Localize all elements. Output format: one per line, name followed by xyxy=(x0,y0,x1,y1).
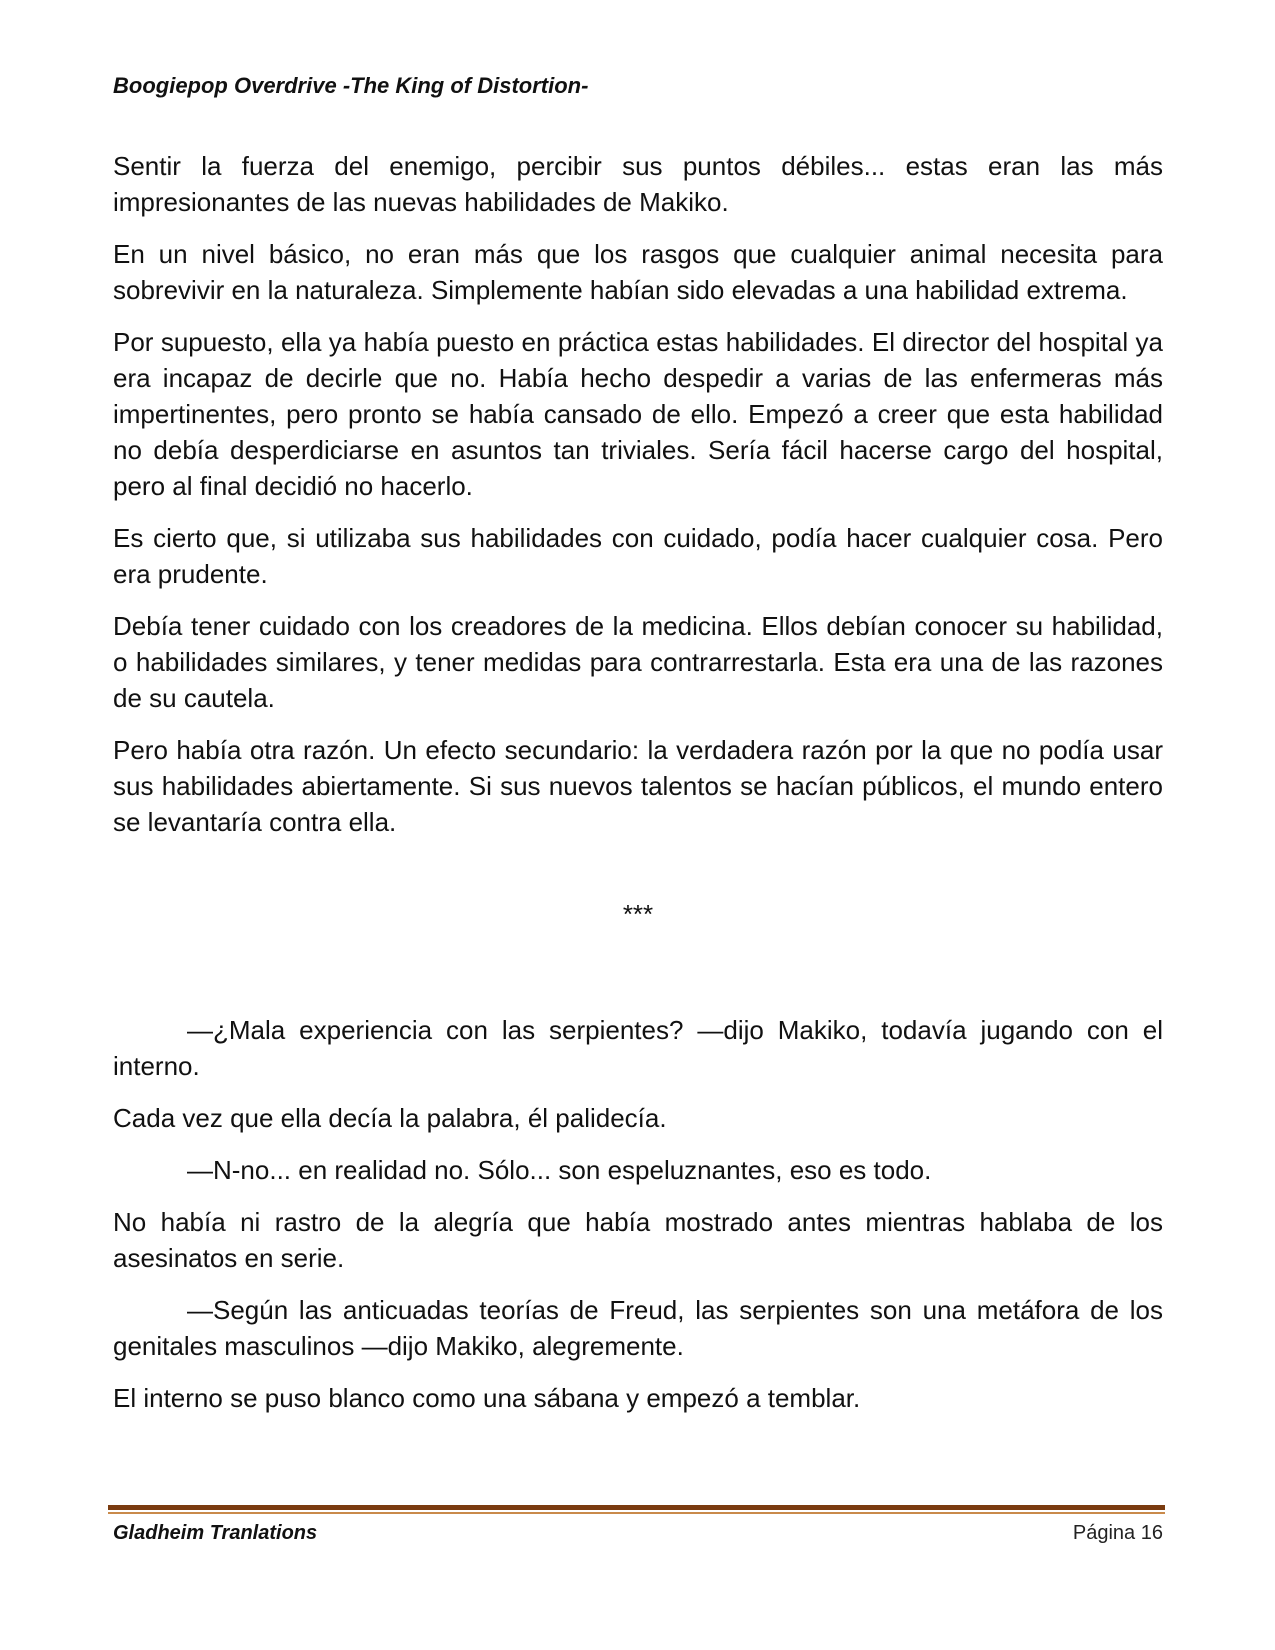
dialogue-paragraph: —N-no... en realidad no. Sólo... son espeluznantes, eso es todo. xyxy=(187,1155,932,1185)
dialogue-paragraph: —Según las anticuadas teorías de Freud, las serpientes son una metáfora de los genitales masculinos —dijo Makiko, alegremente. xyxy=(113,1295,1163,1361)
footer-credit: Gladheim Tranlations xyxy=(113,1522,318,1544)
page-number xyxy=(1073,1520,1163,1546)
section-separator: *** xyxy=(622,899,654,929)
running-header: Boogiepop Overdrive -The King of Distortion- xyxy=(113,73,589,98)
paragraph: El interno se puso blanco como una sábana y empezó a temblar. xyxy=(113,1383,861,1413)
page-label: Página xyxy=(1072,1522,1136,1544)
paragraph: Sentir la fuerza del enemigo, percibir sus puntos débiles... estas eran las más impresionantes de las nuevas habilidades de Makiko. xyxy=(113,151,1163,217)
paragraph: Debía tener cuidado con los creadores de la medicina. Ellos debían conocer su habilidad, o habilidades similares, y tener medidas para contrarrestarla. Esta era una de las razones de su cautela. xyxy=(113,611,1163,713)
page-number-value: 16 xyxy=(1140,1522,1163,1544)
paragraph: En un nivel básico, no eran más que los rasgos que cualquier animal necesita para sobrevivir en la naturaleza. Simplemente habían sido elevadas a una habilidad extrema. xyxy=(113,239,1163,305)
paragraph: Es cierto que, si utilizaba sus habilidades con cuidado, podía hacer cualquier cosa. Pero era prudente. xyxy=(113,523,1163,589)
footer-rule xyxy=(108,1505,1165,1514)
body-text xyxy=(113,148,1163,1432)
dialogue-paragraph: —¿Mala experiencia con las serpientes? —dijo Makiko, todavía jugando con el interno. xyxy=(113,1015,1163,1081)
paragraph: No había ni rastro de la alegría que había mostrado antes mientras hablaba de los asesinatos en serie. xyxy=(113,1207,1163,1273)
paragraph: Pero había otra razón. Un efecto secundario: la verdadera razón por la que no podía usar sus habilidades abiertamente. Si sus nuevos talentos se hacían públicos, el mundo entero se levantaría contra ella. xyxy=(113,735,1163,837)
paragraph: Cada vez que ella decía la palabra, él palidecía. xyxy=(113,1103,667,1133)
paragraph: Por supuesto, ella ya había puesto en práctica estas habilidades. El director del hospital ya era incapaz de decirle que no. Había hecho despedir a varias de las enfermeras más impertinentes, pero pronto se había cansado de ello. Empezó a creer que esta habilidad no debía desperdiciarse en asuntos tan triviales. Sería fácil hacerse cargo del hospital, pero al final decidió no hacerlo. xyxy=(113,327,1163,501)
footer-rule-thick xyxy=(108,1505,1165,1510)
footer-rule-thin xyxy=(108,1512,1165,1514)
